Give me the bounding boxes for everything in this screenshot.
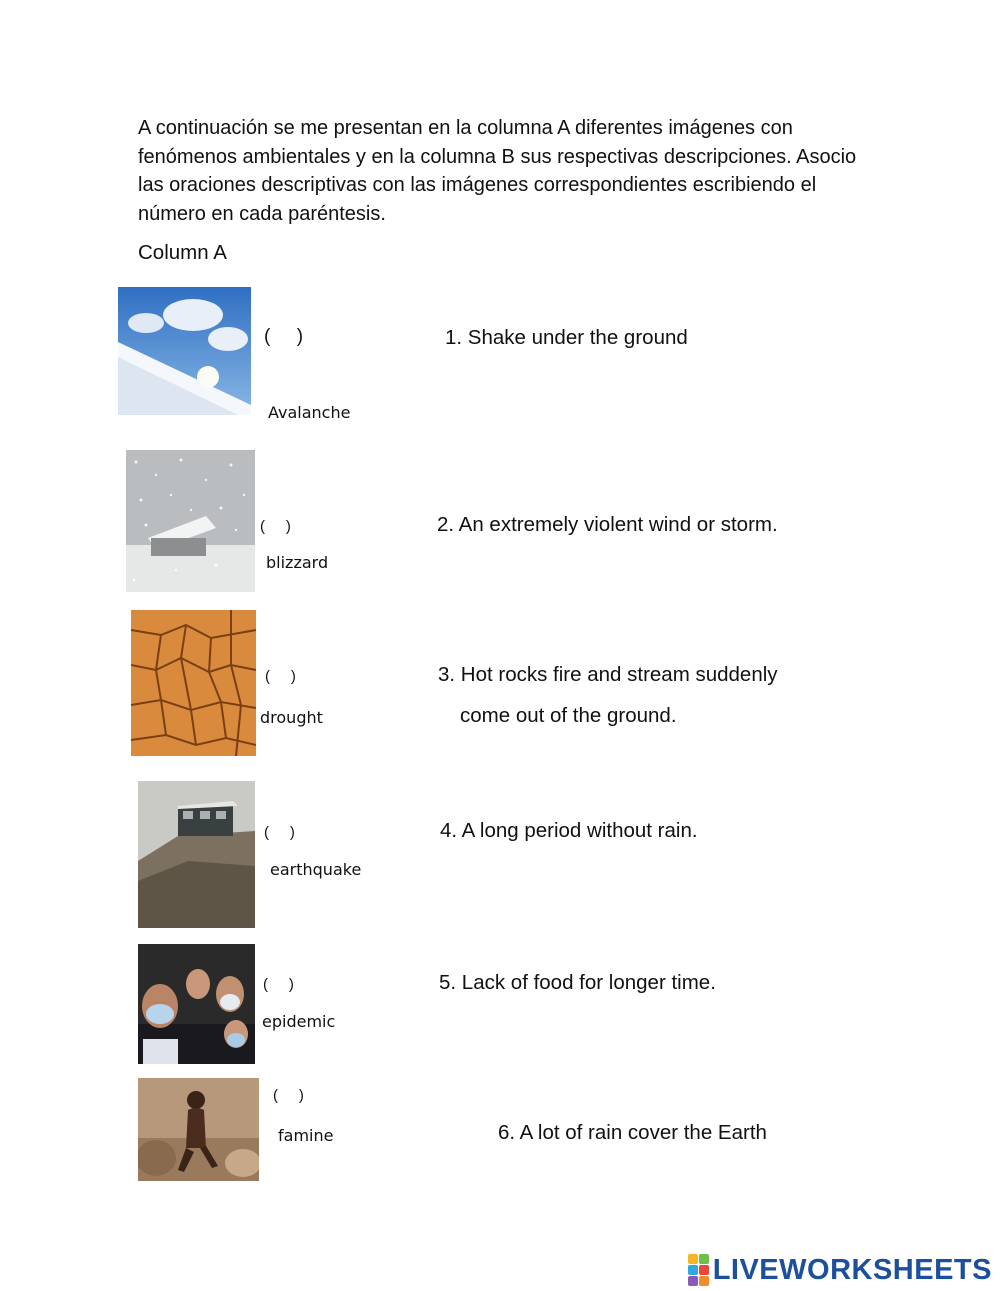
description-text: 4. A long period without rain. (440, 819, 698, 842)
drought-image (131, 610, 256, 756)
column-a-heading: Column A (138, 241, 227, 264)
famine-image (138, 1078, 259, 1181)
brand-text: LIVEWORKSHEETS (712, 1253, 992, 1286)
description-text: 2. An extremely violent wind or storm. (437, 513, 778, 536)
image-label: blizzard (266, 553, 329, 572)
answer-parenthesis[interactable]: ( ) (265, 668, 296, 685)
answer-parenthesis[interactable]: ( ) (263, 976, 294, 993)
earthquake-image (138, 781, 255, 928)
image-label: Avalanche (268, 403, 351, 422)
description-text: 1. Shake under the ground (445, 326, 688, 349)
image-label: epidemic (262, 1012, 336, 1031)
description-text: 6. A lot of rain cover the Earth (498, 1121, 767, 1144)
blizzard-image (126, 450, 255, 592)
image-label: earthquake (270, 860, 362, 879)
avalanche-image (118, 287, 251, 415)
answer-parenthesis[interactable]: ( ) (264, 824, 295, 841)
image-label: famine (278, 1126, 334, 1145)
answer-parenthesis[interactable]: ( ) (273, 1087, 304, 1104)
image-label: drought (260, 708, 323, 727)
answer-parenthesis[interactable]: ( ) (264, 326, 304, 347)
description-text: 5. Lack of food for longer time. (439, 971, 716, 994)
description-text: 3. Hot rocks fire and stream suddenly (438, 663, 778, 686)
epidemic-image (138, 944, 255, 1064)
description-text-continued: come out of the ground. (460, 704, 677, 727)
instructions-text: A continuación se me presentan en la columna A diferentes imágenes con fenómenos ambientales y en la columna B sus respectivas descripciones. Asocio las oraciones descriptivas con las imágenes correspondientes escribiendo el número en cada paréntesis. (138, 117, 857, 225)
liveworksheets-logo (688, 1255, 992, 1285)
logo-blocks-icon (688, 1254, 709, 1286)
answer-parenthesis[interactable]: ( ) (260, 518, 291, 535)
